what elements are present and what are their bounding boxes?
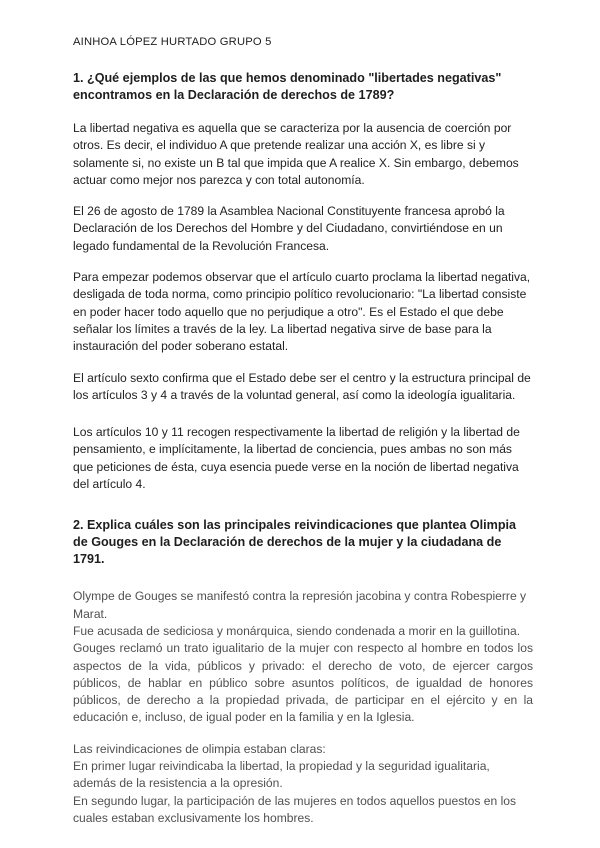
author-header: AINHOA LÓPEZ HURTADO GRUPO 5 xyxy=(73,36,272,48)
q2-block-2-line-3: En segundo lugar, la participación de las mujeres en todos aquellos puestos en los cuales estaban exclusivamente los hombres. xyxy=(73,793,517,825)
q1-paragraph-1: La libertad negativa es aquella que se caracteriza por la ausencia de coerción por otros. Es decir, el individuo A que pretende realizar una acción X, es libre si y solamente si, no existe un B tal que impida que A realice X. Sin embargo, debemos actuar como mejor nos parezca y con total autonomía. xyxy=(73,121,519,187)
q1-paragraph-2: El 26 de agosto de 1789 la Asamblea Nacional Constituyente francesa aprobó la Declaración de los Derechos del Hombre y del Ciudadano, convirtiéndose en un legado fundamental de la Revolución Francesa. xyxy=(73,204,505,253)
q2-block-2-line-1: Las reivindicaciones de olimpia estaban claras: xyxy=(73,741,326,756)
q1-paragraph-3: Para empezar podemos observar que el artículo cuarto proclama la libertad negativa, desligada de toda norma, como principio político revolucionario: "La libertad consiste en poder hacer todo aquello que no perjudique a otro". Es el Estado el que debe señalar los límites a través de la ley. La libertad negativa sirve de base para la instauración del poder soberano estatal. xyxy=(73,270,531,354)
question-2-title: 2. Explica cuáles son las principales reivindicaciones que plantea Olimpia de Gouges en la Declaración de derechos de la mujer y la ciudadana de 1791. xyxy=(73,518,517,567)
q2-block-2 xyxy=(73,741,533,827)
q2-block-1-line-1: Olympe de Gouges se manifestó contra la represión jacobina y contra Robespierre y Marat. xyxy=(73,589,527,621)
q2-block-2-line-2: En primer lugar reivindicaba la libertad, la propiedad y la seguridad igualitaria, además de la resistencia a la opresión. xyxy=(73,759,490,791)
q2-block-1 xyxy=(73,588,533,726)
document-page xyxy=(73,36,533,841)
question-1-title: 1. ¿Qué ejemplos de las que hemos denominado "libertades negativas" encontramos en la Declaración de derechos de 1789? xyxy=(73,71,502,102)
q2-block-1-line-2: Fue acusada de sediciosa y monárquica, siendo condenada a morir en la guillotina. xyxy=(73,623,521,638)
q1-paragraph-5: Los artículos 10 y 11 recogen respectivamente la libertad de religión y la libertad de pensamiento, e implícitamente, la libertad de conciencia, pues ambas no son más que peticiones de ésta, cuya esencia puede verse en la noción de libertad negativa del artículo 4. xyxy=(73,425,520,492)
q1-paragraph-4: El artículo sexto confirma que el Estado debe ser el centro y la estructura principal de los artículos 3 y 4 a través de la voluntad general, así como la ideología igualitaria. xyxy=(73,370,531,402)
q2-block-1-line-3: Gouges reclamó un trato igualitario de la mujer con respecto al hombre en todos los aspectos de la vida, públicos y privado: el derecho de voto, de ejercer cargos públicos, de hablar en público sobre asuntos políticos, de igualdad de honores públicos, de derecho a la propiedad privada, de participar en el ejército y en la educación e, incluso, de igual poder en la familia y en la Iglesia. xyxy=(73,641,533,725)
